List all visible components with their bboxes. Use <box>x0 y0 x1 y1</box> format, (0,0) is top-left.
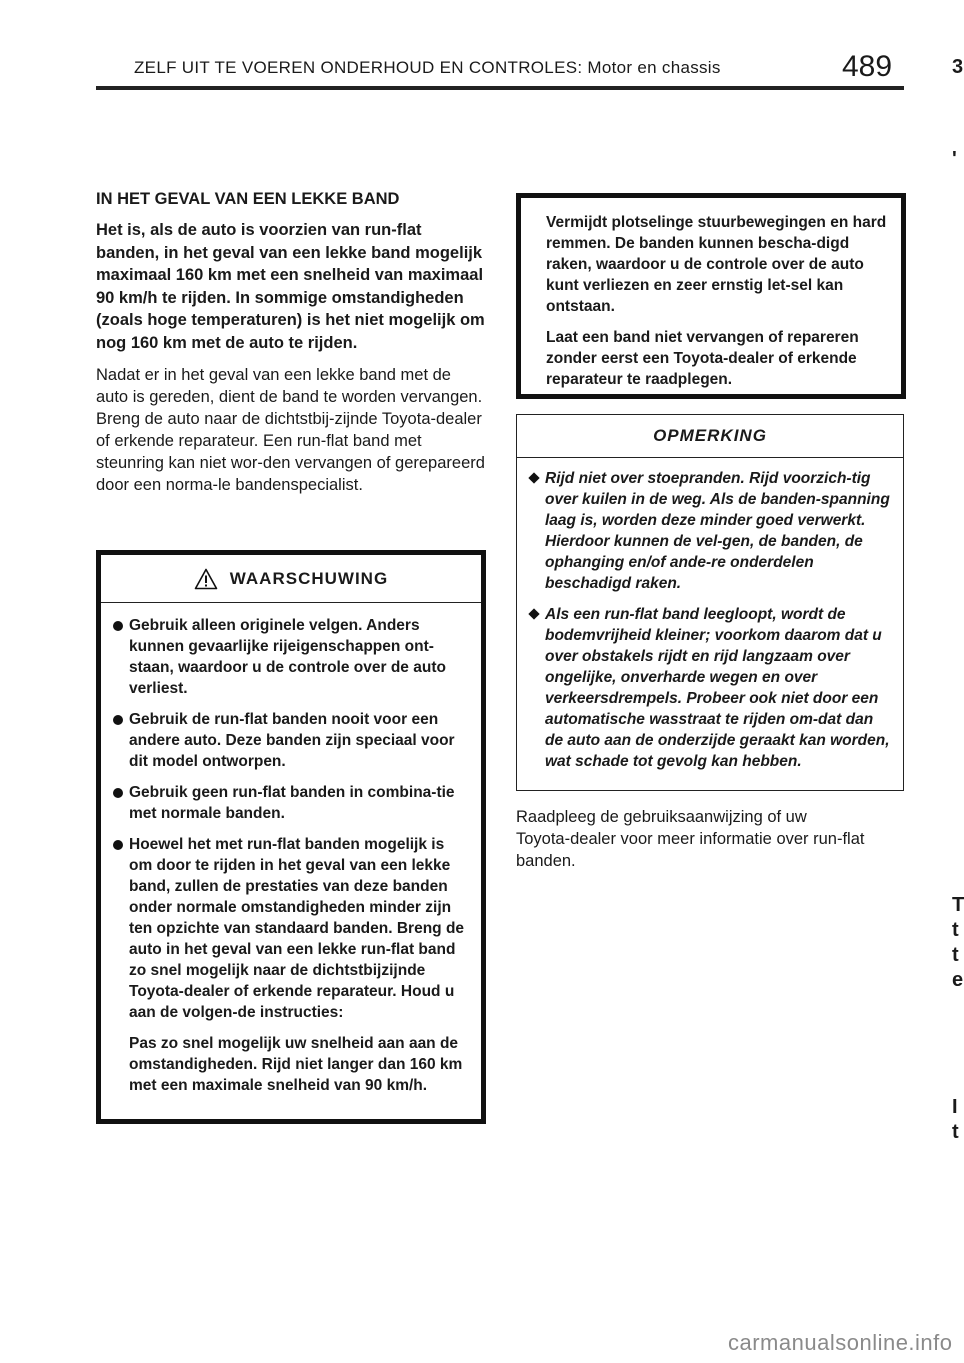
left-column <box>96 190 486 496</box>
warning-item-text: Hoewel het met run‑flat banden mogelijk is om door te rijden in het geval van een lekke band, zullen de prestaties van deze banden onder normale omstandigheden minder zijn ten opzichte van standaard banden. Breng de auto in het geval van een lekke run‑flat band zo snel mogelijk naar de dichtstbijzijnde Toyota‑dealer of erkende reparateur. Houd u aan de volgen-de instructies: <box>129 836 465 1021</box>
warning-item-text: Gebruik geen run‑flat banden in combina-tie met normale banden. <box>129 784 455 822</box>
bullet-icon <box>113 715 123 725</box>
edge-mark: t <box>952 1121 959 1143</box>
bullet-icon <box>113 788 123 798</box>
page-header-title: ZELF UIT TE VOEREN ONDERHOUD EN CONTROLES: Motor en chassis <box>134 58 721 77</box>
warning-item-text: Gebruik de run‑flat banden nooit voor een andere auto. Deze banden zijn speciaal voor dit model ontworpen. <box>129 711 455 770</box>
watermark: carmanualsonline.info <box>728 1330 953 1355</box>
section-title: IN HET GEVAL VAN EEN LEKKE BAND <box>96 190 400 208</box>
warning-label: WAARSCHUWING <box>229 568 389 588</box>
notice-item-text: Als een run‑flat band leegloopt, wordt de bodemvrijheid kleiner; voorkom daarom dat u over obstakels rijdt en rijd langzaam over ongelijke, onverharde wegen en over verkeersdrempels. Probeer ook niet door een automatische wasstraat te rijden om-dat dan de auto aan de onderzijde geraakt kan worden, wat schade tot gevolg kan hebben. <box>545 606 890 770</box>
edge-mark: t <box>952 919 959 941</box>
notice-item <box>529 604 891 772</box>
caution-body <box>521 198 901 390</box>
notice-item-text: Rijd niet over stoepranden. Rijd voorzich-tig over kuilen in de weg. Als de banden-spanning laag is, worden deze minder goed verwerkt. Hierdoor kunnen de vel-gen, de banden, de ophanging en/of ande-re onderdelen beschadigd raken. <box>545 470 890 592</box>
notice-header: OPMERKING <box>517 415 903 458</box>
warning-box <box>96 550 486 1124</box>
warning-item <box>113 615 469 699</box>
diamond-bullet-icon <box>528 472 539 483</box>
intro-paragraph: Nadat er in het geval van een lekke band met de auto is gereden, dient de band te worden vervangen. Breng de auto naar de dichtstbij-zijnde Toyota‑dealer of erkende reparateur. Een run‑flat band met steunring kan niet wor-den vervangen of gerepareerd door een norma-le bandenspecialist. <box>96 366 485 494</box>
edge-mark: T <box>952 894 964 916</box>
warning-sub-text: Pas zo snel mogelijk uw snelheid aan aan de omstandigheden. Rijd niet langer dan 160 km met een maximale snelheid van 90 km/h. <box>129 1035 463 1094</box>
warning-item <box>113 782 469 824</box>
warning-item <box>113 709 469 772</box>
caution-paragraph: Laat een band niet vervangen of repareren zonder eerst een Toyota‑dealer of erkende reparateur te raadplegen. <box>546 329 859 388</box>
warning-body <box>101 603 481 1096</box>
notice-item <box>529 468 891 594</box>
edge-mark: I <box>952 1096 958 1118</box>
header-rule <box>96 86 904 90</box>
caution-paragraph: Vermijdt plotselinge stuurbewegingen en hard remmen. De banden kunnen bescha-digd raken, waardoor u de controle over de auto kunt verliezen en zeer ernstig let-sel kan ontstaan. <box>546 214 887 315</box>
warning-item <box>113 834 469 1023</box>
bullet-icon <box>113 840 123 850</box>
notice-box <box>516 414 904 791</box>
diamond-bullet-icon <box>528 608 539 619</box>
page-number: 489 <box>842 50 893 83</box>
outro-paragraph: Raadpleeg de gebruiksaanwijzing of uw Toyota‑dealer voor meer informatie over run‑flat banden. <box>516 808 865 870</box>
edge-mark: t <box>952 944 959 966</box>
notice-body <box>517 458 903 772</box>
edge-mark: ' <box>952 148 957 170</box>
edge-mark: 3 <box>952 56 964 78</box>
edge-mark: e <box>952 969 964 991</box>
warning-header <box>101 555 481 603</box>
bullet-icon <box>113 621 123 631</box>
warning-triangle-icon <box>194 568 218 590</box>
warning-item-text: Gebruik alleen originele velgen. Anders kunnen gevaarlijke rijeigenschappen ont-staan, waardoor u de controle over de auto verliest. <box>129 617 446 697</box>
intro-bold-paragraph: Het is, als de auto is voorzien van run‑flat banden, in het geval van een lekke band mogelijk maximaal 160 km met een snelheid van maximaal 90 km/h te rijden. In sommige omstandigheden (zoals hoge temperaturen) is het niet mogelijk om nog 160 km met de auto te rijden. <box>96 221 485 352</box>
caution-continued-box <box>516 193 906 399</box>
